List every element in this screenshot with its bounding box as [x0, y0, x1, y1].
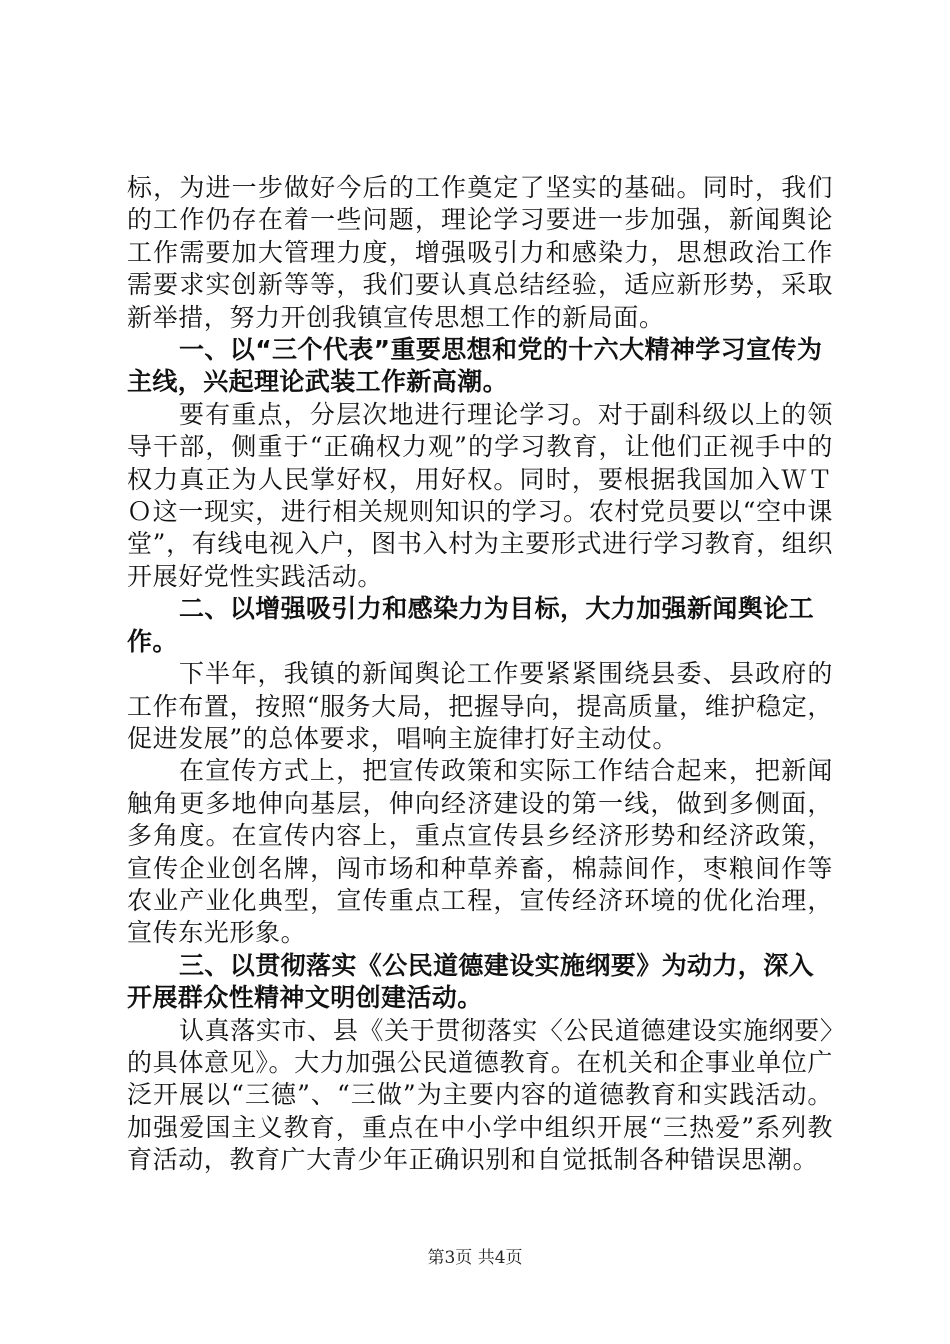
document-body — [127, 172, 833, 1177]
paragraph-publicity-methods: 在宣传方式上，把宣传政策和实际工作结合起来，把新闻触角更多地伸向基层，伸向经济建设的第一线，做到多侧面，多角度。在宣传内容上，重点宣传县乡经济形势和经济政策，宣传企业创名牌，闯市场和种草养畜，棉蒜间作，枣粮间作等农业产业化典型，宣传重点工程，宣传经济环境的优化治理，宣传东光形象。 — [127, 756, 833, 948]
section-heading-2: 二、以增强吸引力和感染力为目标，大力加强新闻舆论工作。 — [127, 594, 815, 656]
paragraph-moral-education: 认真落实市、县《关于贯彻落实〈公民道德建设实施纲要〉的具体意见》。大力加强公民道德教育。在机关和企事业单位广泛开展以“三德”、“三做”为主要内容的道德教育和实践活动。加强爱国主义教育，重点在中小学中组织开展“三热爱”系列教育活动，教育广大青少年正确识别和自觉抵制各种错误思潮。 — [127, 1015, 833, 1175]
page-number-footer: 第3页 共4页 — [427, 1248, 523, 1268]
paragraph-news-work: 下半年，我镇的新闻舆论工作要紧紧围绕县委、县政府的工作布置，按照“服务大局，把握导向，提高质量，维护稳定，促进发展”的总体要求，唱响主旋律打好主动仗。 — [127, 659, 833, 753]
paragraph-intro-continued: 标，为进一步做好今后的工作奠定了坚实的基础。同时，我们的工作仍存在着一些问题，理论学习要进一步加强，新闻舆论工作需要加大管理力度，增强吸引力和感染力，思想政治工作需要求实创新等等，我们要认真总结经验，适应新形势，采取新举措，努力开创我镇宣传思想工作的新局面。 — [127, 173, 833, 332]
section-heading-1: 一、以“三个代表”重要思想和党的十六大精神学习宣传为主线，兴起理论武装工作新高潮。 — [127, 335, 823, 397]
paragraph-theory-study: 要有重点，分层次地进行理论学习。对于副科级以上的领导干部，侧重于“正确权力观”的学习教育，让他们正视手中的权力真正为人民掌好权，用好权。同时，要根据我国加入ＷＴＯ这一现实，进行相关规则知识的学习。农村党员要以“空中课堂”，有线电视入户，图书入村为主要形式进行学习教育，组织开展好党性实践活动。 — [127, 399, 833, 591]
section-heading-3: 三、以贯彻落实《公民道德建设实施纲要》为动力，深入开展群众性精神文明创建活动。 — [127, 950, 815, 1013]
